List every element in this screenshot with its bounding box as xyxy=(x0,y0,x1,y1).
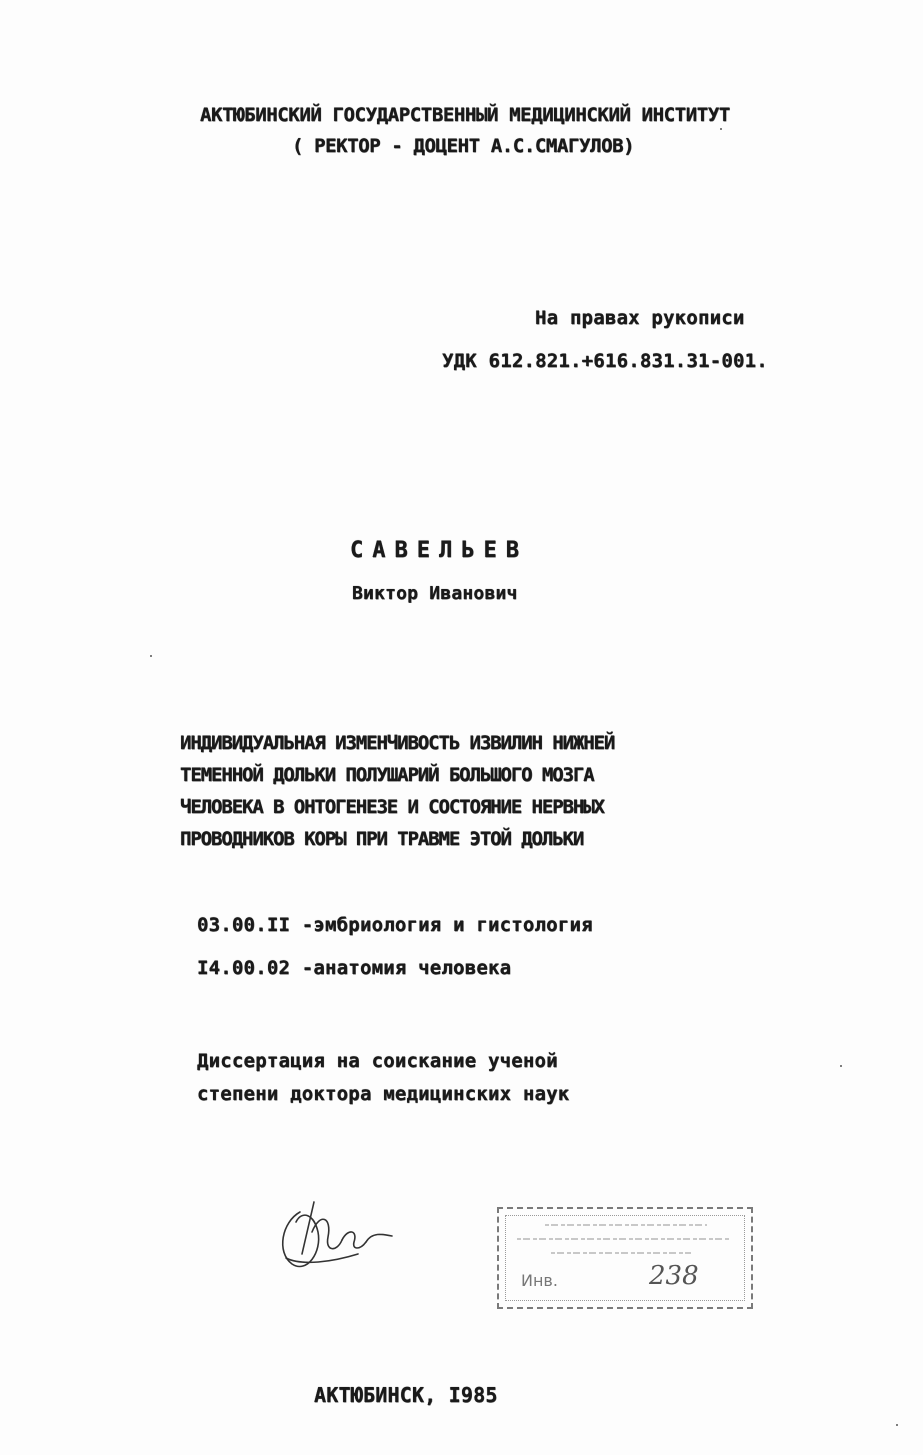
dissertation-line-1: Диссертация на соискание ученой xyxy=(197,1050,558,1072)
title-line-4: ПРОВОДНИКОВ КОРЫ ПРИ ТРАВМЕ ЭТОЙ ДОЛЬКИ xyxy=(180,828,584,850)
author-surname: САВЕЛЬЕВ xyxy=(350,538,528,563)
scan-speck xyxy=(896,1424,898,1426)
title-line-3: ЧЕЛОВЕКА В ОНТОГЕНЕЗЕ И СОСТОЯНИЕ НЕРВНЫХ xyxy=(180,796,604,818)
institution-name: АКТЮБИНСКИЙ ГОСУДАРСТВЕННЫЙ МЕДИЦИНСКИЙ ИНСТИТУТ xyxy=(200,104,730,126)
scan-speck xyxy=(840,1065,842,1067)
specialty-1: 03.00.II -эмбриология и гистология xyxy=(197,914,593,936)
stamp-inventory-number: 238 xyxy=(649,1261,699,1291)
library-stamp xyxy=(497,1207,753,1309)
manuscript-rights: На правах рукописи xyxy=(535,307,745,329)
title-line-1: ИНДИВИДУАЛЬНАЯ ИЗМЕНЧИВОСТЬ ИЗВИЛИН НИЖНЕЙ xyxy=(180,732,615,754)
signature-icon xyxy=(262,1192,412,1282)
title-line-2: ТЕМЕННОЙ ДОЛЬКИ ПОЛУШАРИЙ БОЛЬШОГО МОЗГА xyxy=(180,764,594,786)
stamp-faded-text-icon xyxy=(511,1217,735,1261)
stamp-inventory-label: Инв. xyxy=(521,1271,558,1290)
scan-speck xyxy=(720,128,722,130)
dissertation-line-2: степени доктора медицинских наук xyxy=(197,1083,570,1105)
udk-code: УДК 612.821.+616.831.31-001. xyxy=(442,350,768,372)
author-name: Виктор Иванович xyxy=(352,583,518,604)
specialty-2: I4.00.02 -анатомия человека xyxy=(197,957,512,979)
place-and-year: АКТЮБИНСК, I985 xyxy=(314,1383,498,1407)
scan-speck xyxy=(150,655,152,657)
rector-line: ( РЕКТОР - ДОЦЕНТ А.С.СМАГУЛОВ) xyxy=(292,135,635,157)
